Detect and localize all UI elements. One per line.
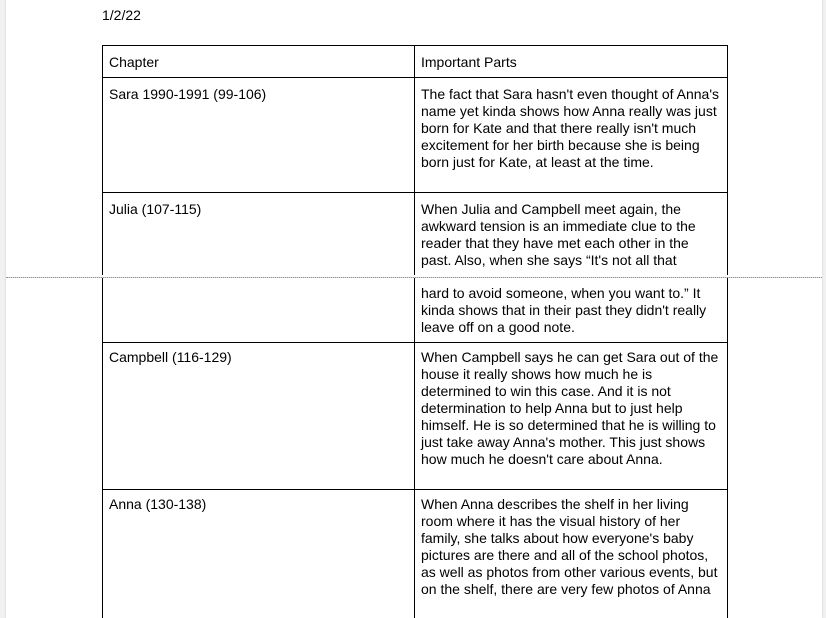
important-parts-cell[interactable]: When Anna describes the shelf in her living room where it has the visual history of her family, she talks about how everyone's baby pictures are there and all of the school photos, as well as photos from other various events, but on the shelf, there are very few photos of Anna	[415, 490, 728, 618]
chapter-cell-empty[interactable]	[103, 278, 415, 343]
table-row	[103, 490, 728, 618]
important-parts-cell[interactable]: When Julia and Campbell meet again, the awkward tension is an immediate clue to the reader that they have met each other in the past. Also, when she says “It's not all that	[415, 193, 728, 276]
header-chapter: Chapter	[103, 46, 415, 78]
chapter-cell[interactable]: Anna (130-138)	[103, 490, 415, 618]
important-parts-cell[interactable]: The fact that Sara hasn't even thought of Anna's name yet kinda shows how Anna really was just born for Kate and that there really isn't much excitement for her birth because she is being born just for Kate, at least at the time.	[415, 78, 728, 193]
table-row	[103, 78, 728, 193]
chapter-notes-table-continued	[102, 278, 728, 618]
chapter-cell[interactable]: Sara 1990-1991 (99-106)	[103, 78, 415, 193]
important-parts-cell[interactable]: hard to avoid someone, when you want to.” It kinda shows that in their past they didn't really leave off on a good note.	[415, 278, 728, 343]
table-header-row	[103, 46, 728, 78]
important-parts-cell[interactable]: When Campbell says he can get Sara out of the house it really shows how much he is determined to win this case. And it is not determination to help Anna but to just help himself. He is so determined that he is willing to just take away Anna's mother. This just shows how much he doesn't care about Anna.	[415, 343, 728, 490]
chapter-cell[interactable]: Campbell (116-129)	[103, 343, 415, 490]
table-row	[103, 343, 728, 490]
document-date: 1/2/22	[102, 7, 141, 23]
chapter-notes-table	[102, 45, 728, 275]
table-row	[103, 193, 728, 276]
document-page-1	[6, 0, 822, 277]
chapter-cell[interactable]: Julia (107-115)	[103, 193, 415, 276]
table-row	[103, 278, 728, 343]
document-page-2	[6, 278, 822, 618]
header-important-parts: Important Parts	[415, 46, 728, 78]
